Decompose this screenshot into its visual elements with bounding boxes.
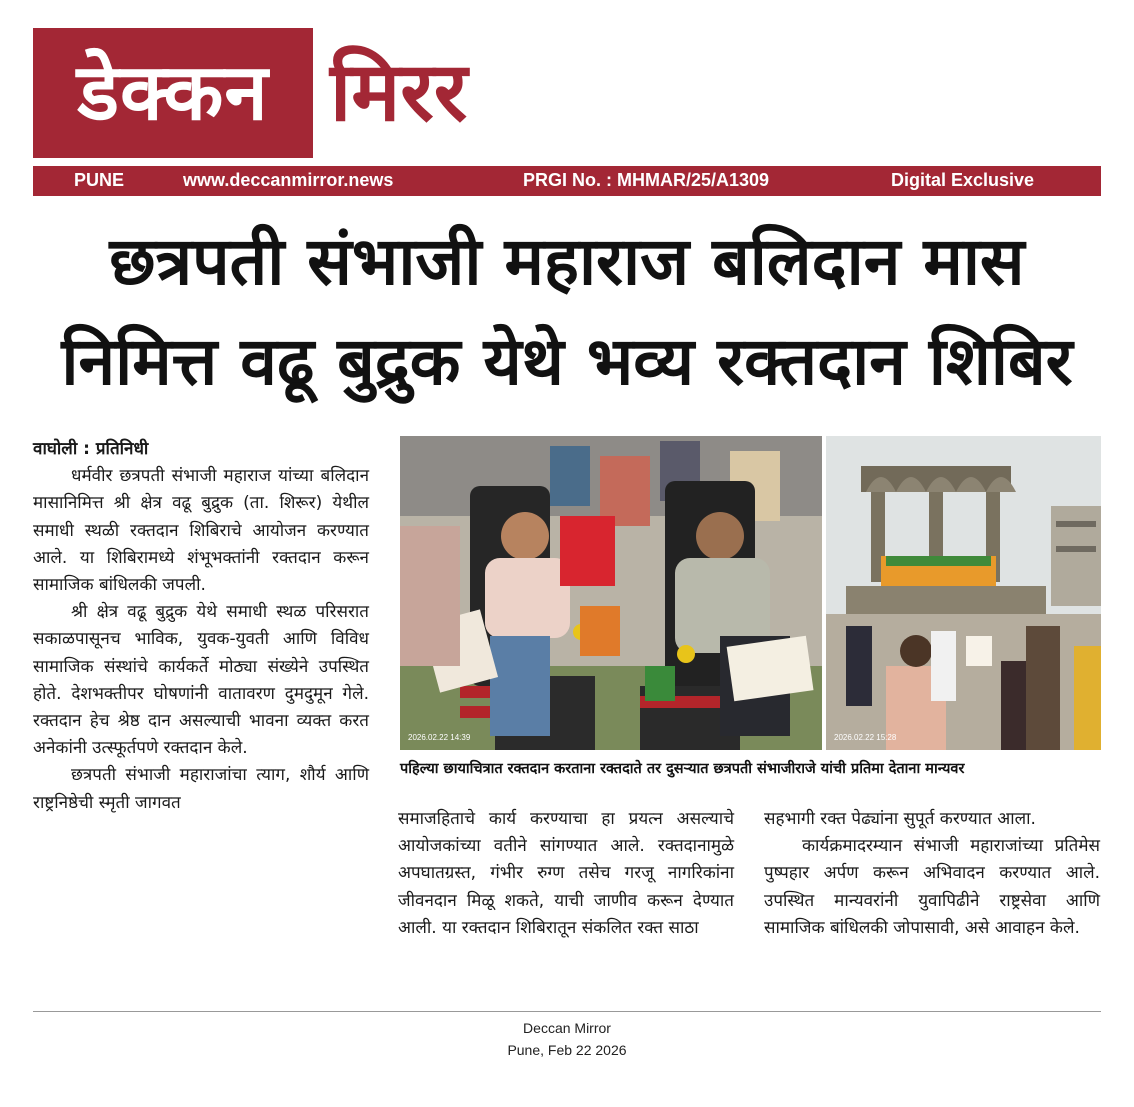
article-column-2 — [398, 806, 734, 942]
headline — [20, 212, 1114, 413]
article-column-1 — [33, 436, 369, 817]
masthead-info-strip — [33, 166, 1101, 196]
photo-memorial — [826, 436, 1101, 750]
website-link[interactable]: www.deccanmirror.news — [183, 170, 394, 190]
photo1-timestamp: 2026.02.22 14:39 — [408, 733, 471, 742]
logo-right-text: मिरर — [330, 45, 468, 140]
paragraph: सहभागी रक्त पेढ्यांना सुपूर्त करण्यात आला. — [764, 809, 1036, 829]
byline: वाघोली : प्रतिनिधी — [33, 439, 149, 459]
headline-line-1: छत्रपती संभाजी महाराज बलिदान मास — [109, 223, 1025, 300]
paragraph: समाजहिताचे कार्य करण्याचा हा प्रयत्न असल्याचे आयोजकांच्या वतीने सांगण्यात आले. रक्तदानामुळे अपघातग्रस्त, गंभीर रुग्ण तसेच गरजू नागरिकांना जीवनदान मिळू शकते, याची जाणीव करून देण्यात आली. या रक्तदान शिबिरातून संकलित रक्त साठा — [398, 809, 734, 938]
prgi-number: PRGI No. : MHMAR/25/A1309 — [523, 170, 770, 190]
paragraph: कार्यक्रमादरम्यान संभाजी महाराजांच्या प्रतिमेस पुष्पहार अर्पण करून अभिवादन करण्यात आले. उपस्थित मान्यवरांनी युवापिढीने राष्ट्रसेवा आणि सामाजिक बांधिलकी जोपासावी, असे आवाहन केले. — [764, 836, 1100, 938]
masthead-logo-right — [330, 30, 467, 156]
photo2-timestamp: 2026.02.22 15:28 — [834, 733, 897, 742]
edition-label: Digital Exclusive — [891, 170, 1035, 190]
photo-caption: पहिल्या छायाचित्रात रक्तदान करताना रक्तदाते तर दुसऱ्यात छत्रपती संभाजीराजे यांची प्रतिमा देताना मान्यवर — [400, 761, 965, 777]
photo-memorial-graphic — [826, 436, 1101, 750]
photo-blood-donation-graphic — [400, 436, 822, 750]
headline-line-2: निमित्त वढू बुद्रुक येथे भव्य रक्तदान शिबिर — [61, 323, 1073, 401]
masthead-logo-left — [33, 28, 313, 158]
paragraph: श्री क्षेत्र वढू बुद्रुक येथे समाधी स्थळ परिसरात सकाळपासूनच भाविक, युवक-युवती आणि विविध सामाजिक संस्थांचे कार्यकर्ते मोठ्या संख्येने उपस्थित होते. देशभक्तीपर घोषणांनी वातावरण दुमदुमून गेले. रक्तदान हेच श्रेष्ठ दान असल्याची भावना व्यक्त करत अनेकांनी उत्स्फूर्तपणे रक्तदान केले. — [33, 602, 369, 759]
footer-publication: Deccan Mirror — [523, 1020, 611, 1036]
footer-dateline: Pune, Feb 22 2026 — [507, 1042, 627, 1058]
logo-left-text: डेक्कन — [77, 48, 269, 138]
article-column-3 — [764, 806, 1100, 942]
paragraph: छत्रपती संभाजी महाराजांचा त्याग, शौर्य आणि राष्ट्रनिष्ठेची स्मृती जागवत — [33, 765, 369, 813]
paragraph: धर्मवीर छत्रपती संभाजी महाराज यांच्या बलिदान मासानिमित्त श्री क्षेत्र वढू बुद्रुक (ता. शिरूर) येथील समाधी स्थळी रक्तदान शिबिराचे आयोजन करण्यात आले. या शिबिरामध्ये शंभूभक्तांनी रक्तदान करून सामाजिक बांधिलकी जपली. — [33, 466, 369, 596]
city-label: PUNE — [74, 170, 125, 190]
footer-divider — [33, 1011, 1101, 1012]
photo-blood-donation — [400, 436, 822, 750]
